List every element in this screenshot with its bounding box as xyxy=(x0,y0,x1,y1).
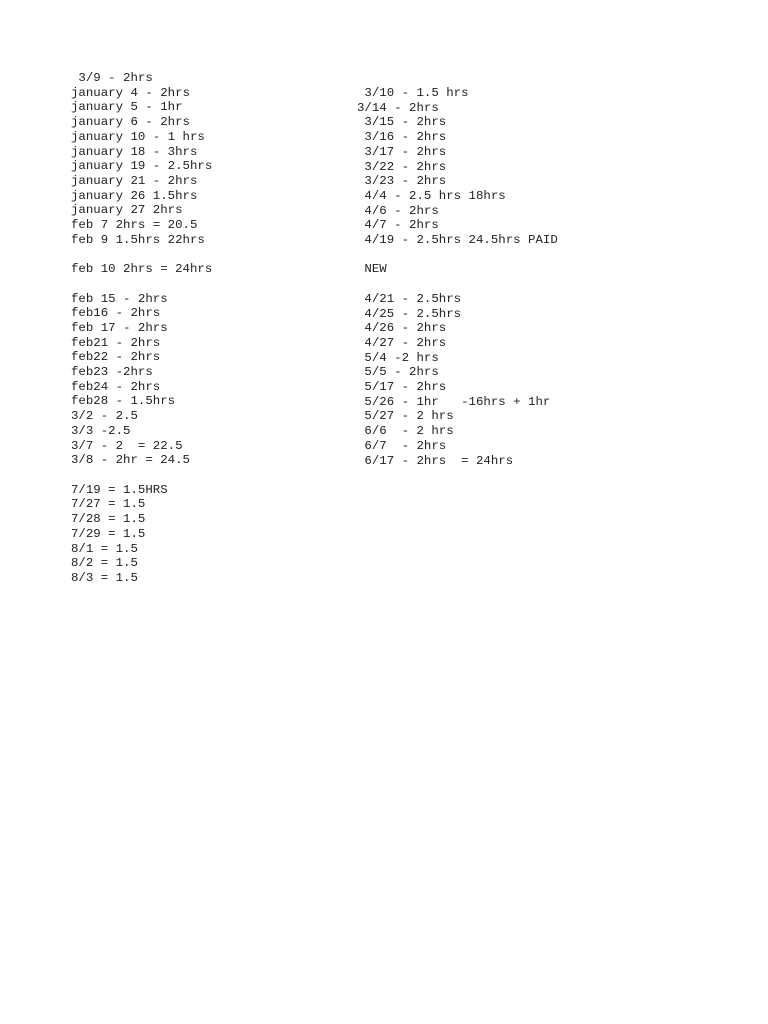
right-column-text: 3/10 - 1.5 hrs 3/14 - 2hrs 3/15 - 2hrs 3/16 - 2hrs 3/17 - 2hrs 3/22 - 2hrs 3/23 - 2hrs 4/4 - 2.5 hrs 18hrs 4/6 - 2hrs 4/7 - 2hrs 4/19 - 2.5hrs 24.5hrs PAID NEW 4/21 - 2.5hrs 4/25 - 2.5hrs 4/26 - 2hrs 4/27 - 2hrs 5/4 -2 hrs 5/5 - 2hrs 5/17 - 2hrs 5/26 - 1hr -16hrs + 1hr 5/27 - 2 hrs 6/6 - 2 hrs 6/7 - 2hrs 6/17 - 2hrs = 24hrs xyxy=(357,86,558,468)
left-column-text: 3/9 - 2hrs january 4 - 2hrs january 5 - 1hr january 6 - 2hrs january 10 - 1 hrs january 18 - 3hrs january 19 - 2.5hrs january 21 - 2hrs january 26 1.5hrs january 27 2hrs feb 7 2hrs = 20.5 feb 9 1.5hrs 22hrs feb 10 2hrs = 24hrs feb 15 - 2hrs feb16 - 2hrs feb 17 - 2hrs feb21 - 2hrs feb22 - 2hrs feb23 -2hrs feb24 - 2hrs feb28 - 1.5hrs 3/2 - 2.5 3/3 -2.5 3/7 - 2 = 22.5 3/8 - 2hr = 24.5 7/19 = 1.5HRS 7/27 = 1.5 7/28 = 1.5 7/29 = 1.5 8/1 = 1.5 8/2 = 1.5 8/3 = 1.5 xyxy=(71,71,213,585)
